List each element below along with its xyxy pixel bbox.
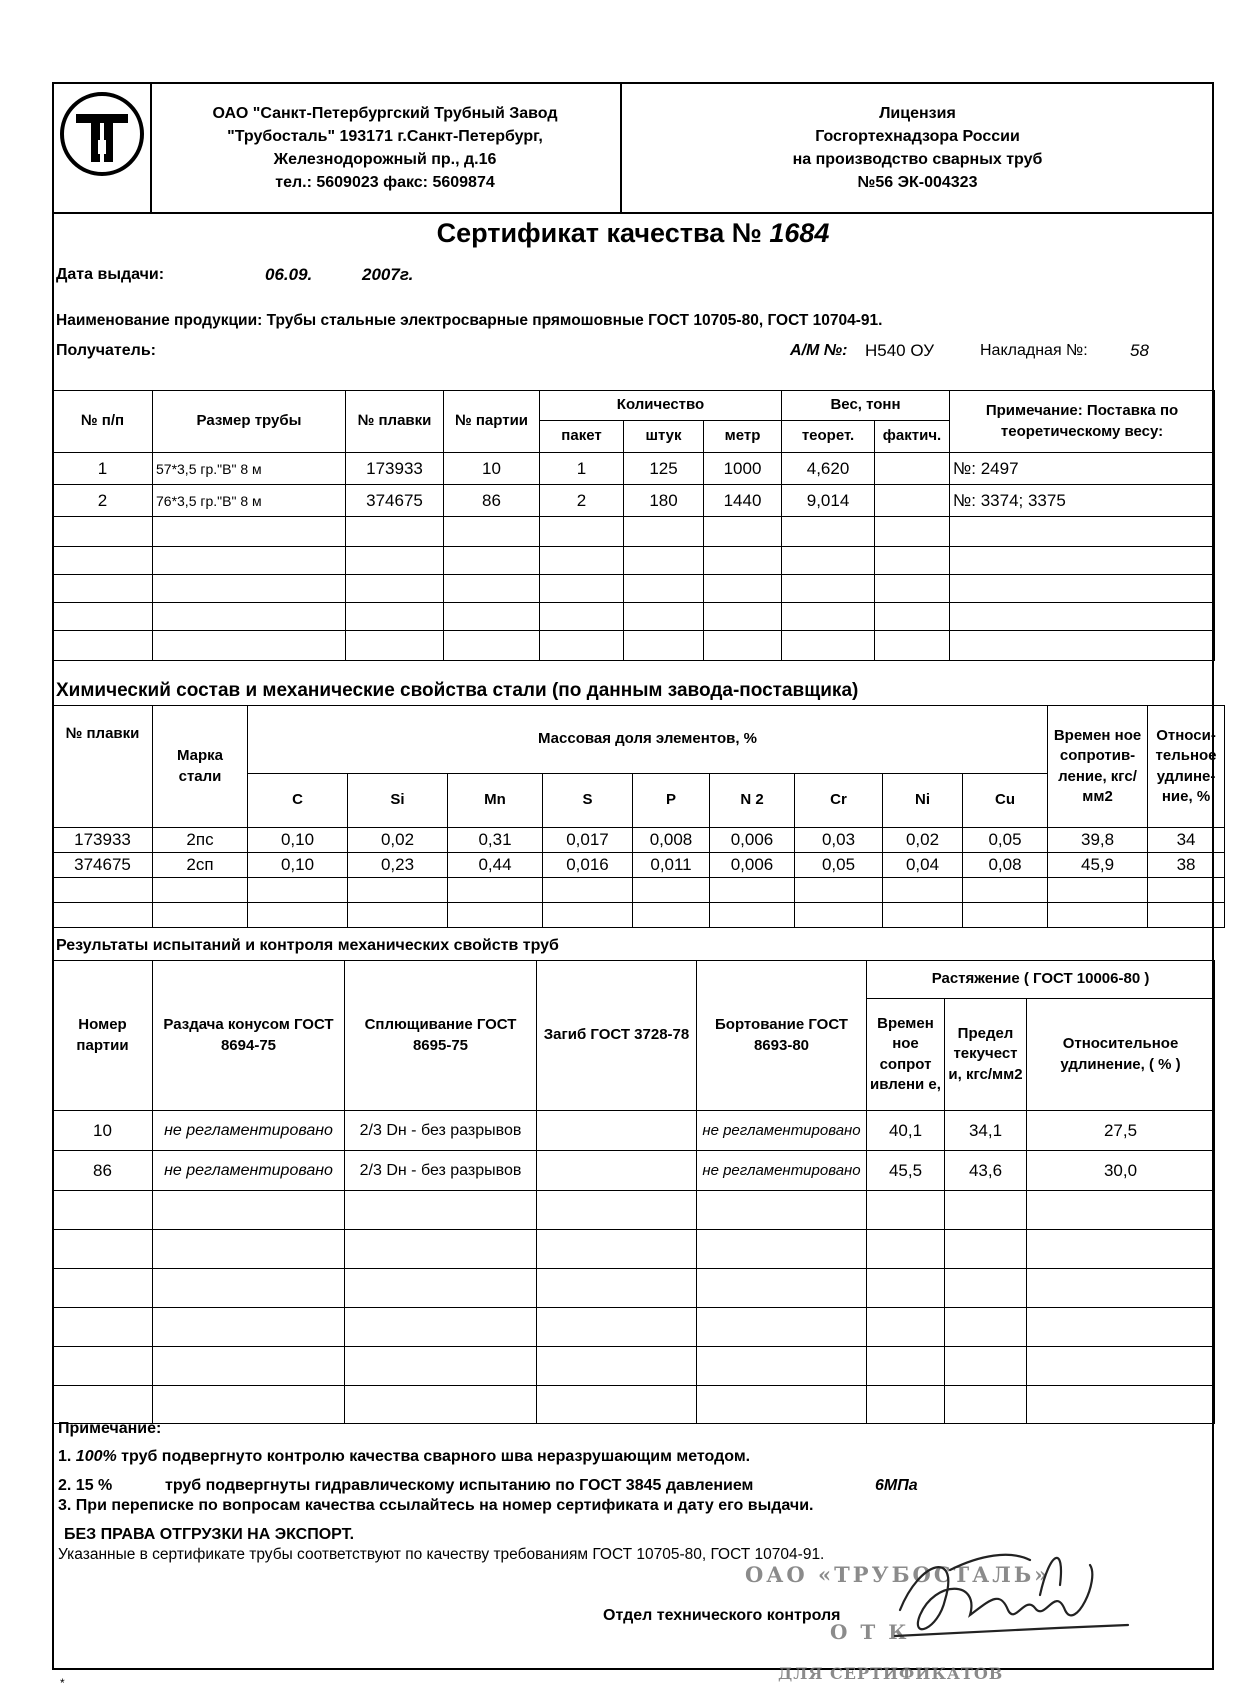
product-name: Наименование продукции: Трубы стальные электросварные прямошовные ГОСТ 10705-80, ГОСТ 10704-91. <box>56 312 883 329</box>
col-header-meters: метр <box>704 421 782 453</box>
cell-ni: 0,04 <box>883 853 963 878</box>
mechanical-table <box>52 960 1215 1424</box>
export-restriction: БЕЗ ПРАВА ОТГРУЗКИ НА ЭКСПОРТ. <box>64 1526 355 1543</box>
certificate-number: 1684 <box>769 218 830 248</box>
element-cr: Cr <box>795 774 883 828</box>
issue-date-label: Дата выдачи: <box>56 266 165 283</box>
col-header-batch: № партии <box>444 391 540 453</box>
empty-row <box>53 1191 1215 1230</box>
cell-batch: 10 <box>53 1111 153 1151</box>
company-logo <box>58 90 146 178</box>
note-2-text: труб подвергнуты гидравлическому испытанию по ГОСТ 3845 давлением <box>165 1477 754 1494</box>
cell-theoretical: 9,014 <box>782 485 875 517</box>
col-header-size: Размер трубы <box>153 391 346 453</box>
cell-yield: 43,6 <box>945 1151 1027 1191</box>
cell-pack: 2 <box>540 485 624 517</box>
cell-c: 0,10 <box>248 828 348 853</box>
element-s: S <box>543 774 633 828</box>
element-n2: N 2 <box>710 774 795 828</box>
cell-elongation: 27,5 <box>1027 1111 1215 1151</box>
cell-mn: 0,44 <box>448 853 543 878</box>
cell-note: №: 3374; 3375 <box>950 485 1215 517</box>
col-header-batch: Номер партии <box>53 961 153 1111</box>
cell-bend <box>537 1151 697 1191</box>
vehicle-number: Н540 ОУ <box>865 341 935 360</box>
table-row <box>53 828 1225 853</box>
qc-department: Отдел технического контроля <box>603 1607 841 1624</box>
cell-size: 76*3,5 гр."В" 8 м <box>153 485 346 517</box>
cell-tensile: 40,1 <box>867 1111 945 1151</box>
footnote-mark: * <box>60 1676 65 1690</box>
element-cu: Cu <box>963 774 1048 828</box>
col-header-tension: Растяжение ( ГОСТ 10006-80 ) <box>867 961 1215 999</box>
col-header-elongation: Относительное удлинение, ( % ) <box>1027 999 1215 1111</box>
col-header-pcs: штук <box>624 421 704 453</box>
table-row <box>53 1151 1215 1191</box>
cell-cr: 0,03 <box>795 828 883 853</box>
cell-s: 0,017 <box>543 828 633 853</box>
stamp-line-3: ДЛЯ СЕРТИФИКАТОВ <box>778 1664 1004 1683</box>
cell-s: 0,016 <box>543 853 633 878</box>
col-header-actual: фактич. <box>875 421 950 453</box>
cell-flanging: не регламентировано <box>697 1151 867 1191</box>
table-row <box>53 1111 1215 1151</box>
cell-grade: 2сп <box>153 853 248 878</box>
col-header-pack: пакет <box>540 421 624 453</box>
col-header-yield: Предел текучест и, кгс/мм2 <box>945 999 1027 1111</box>
cell-size: 57*3,5 гр."В" 8 м <box>153 453 346 485</box>
cell-si: 0,23 <box>348 853 448 878</box>
note-1: 1. 100% труб подвергнуто контролю качества сварного шва неразрушающим методом. <box>58 1448 751 1465</box>
col-header-mass-fraction: Массовая доля элементов, % <box>248 706 1048 774</box>
col-header-bend: Загиб ГОСТ 3728-78 <box>537 961 697 1111</box>
col-header-melt: № плавки <box>346 391 444 453</box>
cell-elongation: 30,0 <box>1027 1151 1215 1191</box>
stamp-line-1: ОАО «ТРУБОСТАЛЬ» <box>745 1562 1051 1587</box>
issue-year: 2007г. <box>362 265 414 284</box>
empty-row <box>53 1230 1215 1269</box>
empty-row <box>53 547 1215 575</box>
cell-flanging: не регламентировано <box>697 1111 867 1151</box>
header-divider-2 <box>620 82 622 212</box>
mech-section-title: Результаты испытаний и контроля механических свойств труб <box>56 937 559 954</box>
col-header-grade: Марка стали <box>153 706 248 828</box>
cell-tensile: 45,5 <box>867 1151 945 1191</box>
cell-actual <box>875 453 950 485</box>
element-c: C <box>248 774 348 828</box>
chem-section-title: Химический состав и механические свойства стали (по данным завода-поставщика) <box>56 680 859 701</box>
cell-flattening: 2/3 Dн - без разрывов <box>345 1151 537 1191</box>
empty-row <box>53 1269 1215 1308</box>
cell-tensile: 45,9 <box>1048 853 1148 878</box>
cell-elongation: 38 <box>1148 853 1225 878</box>
col-header-quantity: Количество <box>540 391 782 421</box>
cell-note: №: 2497 <box>950 453 1215 485</box>
cell-melt: 173933 <box>53 828 153 853</box>
empty-row <box>53 878 1225 903</box>
cell-pcs: 125 <box>624 453 704 485</box>
cell-batch: 86 <box>53 1151 153 1191</box>
stamp-line-2: О Т К <box>830 1620 910 1644</box>
col-header-cone-expansion: Раздача конусом ГОСТ 8694-75 <box>153 961 345 1111</box>
cell-cone-expansion: не регламентировано <box>153 1151 345 1191</box>
empty-row <box>53 1347 1215 1386</box>
cell-cr: 0,05 <box>795 853 883 878</box>
empty-row <box>53 517 1215 547</box>
conformity-statement: Указанные в сертификате трубы соответствуют по качеству требованиям ГОСТ 10705-80, ГОСТ 10704-91. <box>58 1546 825 1563</box>
cell-num: 1 <box>53 453 153 485</box>
col-header-note: Примечание: Поставка по теоретическому весу: <box>950 391 1215 453</box>
cell-grade: 2пс <box>153 828 248 853</box>
cell-p: 0,011 <box>633 853 710 878</box>
cell-elongation: 34 <box>1148 828 1225 853</box>
cell-num: 2 <box>53 485 153 517</box>
company-info: ОАО "Санкт-Петербургский Трубный Завод "Трубосталь" 193171 г.Санкт-Петербург, Железнодорожный пр., д.16 тел.: 5609023 факс: 5609874 <box>212 105 558 191</box>
table-row <box>53 853 1225 878</box>
issue-day: 06.09. <box>265 265 313 284</box>
cell-mn: 0,31 <box>448 828 543 853</box>
license-info: Лицензия Госгортехнадзора России на производство сварных труб №56 ЭК-004323 <box>792 105 1043 191</box>
cell-pcs: 180 <box>624 485 704 517</box>
cell-yield: 34,1 <box>945 1111 1027 1151</box>
element-si: Si <box>348 774 448 828</box>
cell-si: 0,02 <box>348 828 448 853</box>
element-ni: Ni <box>883 774 963 828</box>
notes-label: Примечание: <box>58 1420 162 1437</box>
cell-c: 0,10 <box>248 853 348 878</box>
cell-batch: 86 <box>444 485 540 517</box>
recipient-label: Получатель: <box>56 342 156 359</box>
table-row <box>53 453 1215 485</box>
col-header-melt: № плавки <box>53 706 153 828</box>
cell-n2: 0,006 <box>710 853 795 878</box>
table-row <box>53 485 1215 517</box>
signature <box>890 1540 1130 1655</box>
cell-melt: 173933 <box>346 453 444 485</box>
empty-row <box>53 575 1215 603</box>
invoice-label: Накладная №: <box>980 342 1088 359</box>
invoice-number: 58 <box>1130 341 1149 360</box>
cell-n2: 0,006 <box>710 828 795 853</box>
empty-row <box>53 603 1215 631</box>
certificate-title: Сертификат качества № 1684 <box>436 218 830 248</box>
col-header-num: № п/п <box>53 391 153 453</box>
cell-cu: 0,08 <box>963 853 1048 878</box>
cell-bend <box>537 1111 697 1151</box>
col-header-flattening: Сплющивание ГОСТ 8695-75 <box>345 961 537 1111</box>
note-2-prefix: 2. 15 % <box>58 1477 113 1494</box>
cell-ni: 0,02 <box>883 828 963 853</box>
cell-melt: 374675 <box>346 485 444 517</box>
element-p: P <box>633 774 710 828</box>
cell-tensile: 39,8 <box>1048 828 1148 853</box>
cell-p: 0,008 <box>633 828 710 853</box>
chemistry-table <box>52 705 1225 928</box>
note-2-pressure: 6МПа <box>875 1477 918 1494</box>
cell-meters: 1440 <box>704 485 782 517</box>
cell-melt: 374675 <box>53 853 153 878</box>
cell-batch: 10 <box>444 453 540 485</box>
empty-row <box>53 903 1225 928</box>
col-header-elongation: Относи- тельное удлине- ние, % <box>1148 706 1225 828</box>
col-header-weight: Вес, тонн <box>782 391 950 421</box>
cell-flattening: 2/3 Dн - без разрывов <box>345 1111 537 1151</box>
cell-cu: 0,05 <box>963 828 1048 853</box>
col-header-theoretical: теорет. <box>782 421 875 453</box>
header-divider-1 <box>150 82 152 212</box>
cell-theoretical: 4,620 <box>782 453 875 485</box>
cell-pack: 1 <box>540 453 624 485</box>
empty-row <box>53 631 1215 661</box>
vehicle-label: А/М №: <box>790 342 848 359</box>
cell-cone-expansion: не регламентировано <box>153 1111 345 1151</box>
col-header-tensile: Времен ное сопрот ивлени е, <box>867 999 945 1111</box>
empty-row <box>53 1386 1215 1424</box>
cell-meters: 1000 <box>704 453 782 485</box>
product-table <box>52 390 1215 661</box>
cell-actual <box>875 485 950 517</box>
col-header-tensile: Времен ное сопротив- ление, кгс/мм2 <box>1048 706 1148 828</box>
element-mn: Mn <box>448 774 543 828</box>
empty-row <box>53 1308 1215 1347</box>
note-3: 3. При переписке по вопросам качества ссылайтесь на номер сертификата и дату его выдачи. <box>58 1497 814 1514</box>
col-header-flanging: Бортование ГОСТ 8693-80 <box>697 961 867 1111</box>
